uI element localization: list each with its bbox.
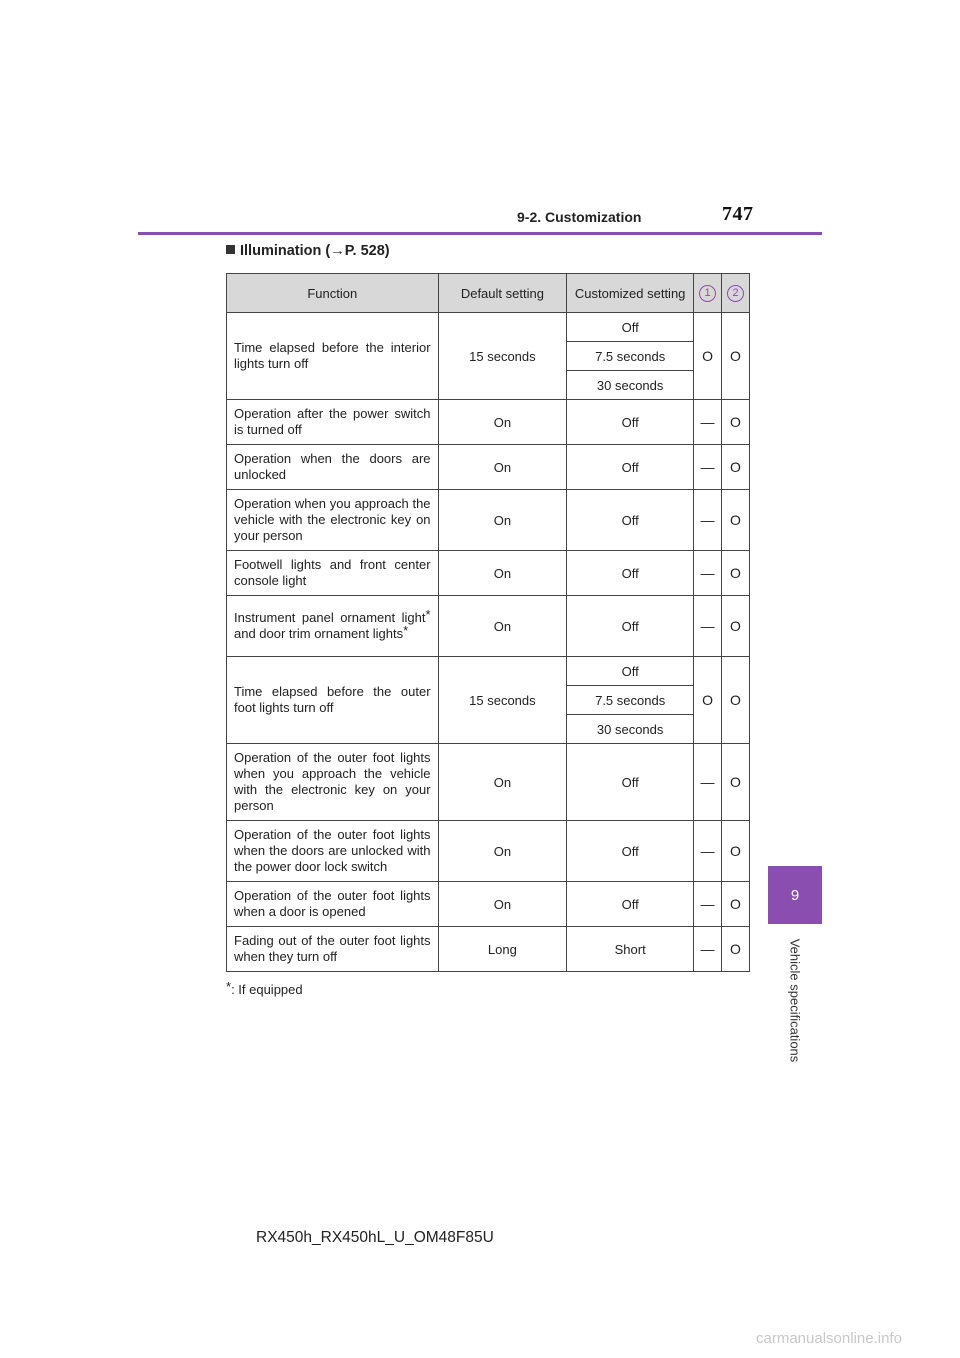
col2-mark: O (722, 657, 750, 744)
function-text: and door trim ornament lights (234, 626, 404, 641)
table-row (227, 744, 750, 821)
header-function: Function (227, 274, 439, 313)
option-cell: 7.5 seconds (567, 686, 694, 715)
running-header-section: 9-2. Customization (517, 209, 642, 225)
col1-mark: — (694, 882, 722, 927)
col1-mark: — (694, 821, 722, 882)
section-heading-text: Illumination (→P. 528) (240, 243, 390, 259)
col2-mark: O (722, 744, 750, 821)
option-cell: Off (567, 490, 694, 551)
header-col1 (694, 274, 722, 313)
footnote (226, 979, 303, 997)
default-cell: Long (438, 927, 567, 972)
table-row (227, 657, 750, 686)
default-cell: On (438, 744, 567, 821)
col1-mark: O (694, 313, 722, 400)
option-cell: 30 seconds (567, 715, 694, 744)
option-cell: Off (567, 400, 694, 445)
default-cell: On (438, 400, 567, 445)
table-row (227, 490, 750, 551)
function-text: Instrument panel ornament light (234, 610, 426, 625)
header-custom: Customized setting (567, 274, 694, 313)
option-cell: Off (567, 744, 694, 821)
col1-mark: — (694, 927, 722, 972)
table-header-row (227, 274, 750, 313)
function-cell: Operation of the outer foot lights when you approach the vehicle with the electronic key on your person (227, 744, 439, 821)
table-row (227, 596, 750, 657)
col1-mark: — (694, 744, 722, 821)
function-cell: Time elapsed before the outer foot lights turn off (227, 657, 439, 744)
footnote-text: : If equipped (231, 982, 303, 997)
col1-mark: O (694, 657, 722, 744)
table-row (227, 445, 750, 490)
square-bullet-icon (226, 245, 235, 254)
col2-mark: O (722, 445, 750, 490)
default-cell: On (438, 882, 567, 927)
col1-mark: — (694, 596, 722, 657)
col2-mark: O (722, 821, 750, 882)
col1-mark: — (694, 551, 722, 596)
header-default: Default setting (438, 274, 567, 313)
function-cell: Operation of the outer foot lights when the doors are unlocked with the power door lock switch (227, 821, 439, 882)
watermark: carmanualsonline.info (756, 1330, 902, 1347)
manual-code: RX450h_RX450hL_U_OM48F85U (256, 1229, 494, 1246)
option-cell: Off (567, 445, 694, 490)
table-row (227, 821, 750, 882)
section-heading (226, 243, 390, 259)
chapter-label (768, 930, 822, 1070)
col1-mark: — (694, 445, 722, 490)
footnote-marker: * (226, 979, 232, 994)
option-cell: Off (567, 596, 694, 657)
table-row (227, 313, 750, 342)
page-number: 747 (722, 203, 754, 225)
header-col2 (722, 274, 750, 313)
col2-mark: O (722, 400, 750, 445)
circled-number-2-icon: 2 (727, 285, 744, 302)
default-cell: 15 seconds (438, 657, 567, 744)
circled-number-1-icon: 1 (699, 285, 716, 302)
chapter-tab (768, 866, 822, 924)
default-cell: On (438, 821, 567, 882)
function-cell: Footwell lights and front center console light (227, 551, 439, 596)
option-cell: Short (567, 927, 694, 972)
col2-mark: O (722, 596, 750, 657)
footnote-marker: * (425, 607, 431, 622)
function-cell: Operation of the outer foot lights when a door is opened (227, 882, 439, 927)
col1-mark: — (694, 490, 722, 551)
option-cell: 30 seconds (567, 371, 694, 400)
option-cell: Off (567, 657, 694, 686)
table-row (227, 927, 750, 972)
table-row (227, 551, 750, 596)
default-cell: 15 seconds (438, 313, 567, 400)
customization-table (226, 273, 750, 972)
default-cell: On (438, 490, 567, 551)
function-cell: Operation when you approach the vehicle with the electronic key on your person (227, 490, 439, 551)
table-row (227, 400, 750, 445)
col2-mark: O (722, 927, 750, 972)
default-cell: On (438, 551, 567, 596)
footnote-marker: * (403, 623, 409, 638)
default-cell: On (438, 596, 567, 657)
col1-mark: — (694, 400, 722, 445)
option-cell: Off (567, 882, 694, 927)
col2-mark: O (722, 313, 750, 400)
chapter-label-text: Vehicle specifications (787, 938, 803, 1062)
option-cell: Off (567, 313, 694, 342)
function-cell: Time elapsed before the interior lights turn off (227, 313, 439, 400)
option-cell: 7.5 seconds (567, 342, 694, 371)
header-rule (138, 232, 822, 235)
function-cell: Fading out of the outer foot lights when they turn off (227, 927, 439, 972)
default-cell: On (438, 445, 567, 490)
function-cell (227, 596, 439, 657)
option-cell: Off (567, 821, 694, 882)
col2-mark: O (722, 551, 750, 596)
function-cell: Operation after the power switch is turned off (227, 400, 439, 445)
function-cell: Operation when the doors are unlocked (227, 445, 439, 490)
table-row (227, 882, 750, 927)
col2-mark: O (722, 490, 750, 551)
option-cell: Off (567, 551, 694, 596)
col2-mark: O (722, 882, 750, 927)
chapter-number: 9 (790, 886, 800, 904)
